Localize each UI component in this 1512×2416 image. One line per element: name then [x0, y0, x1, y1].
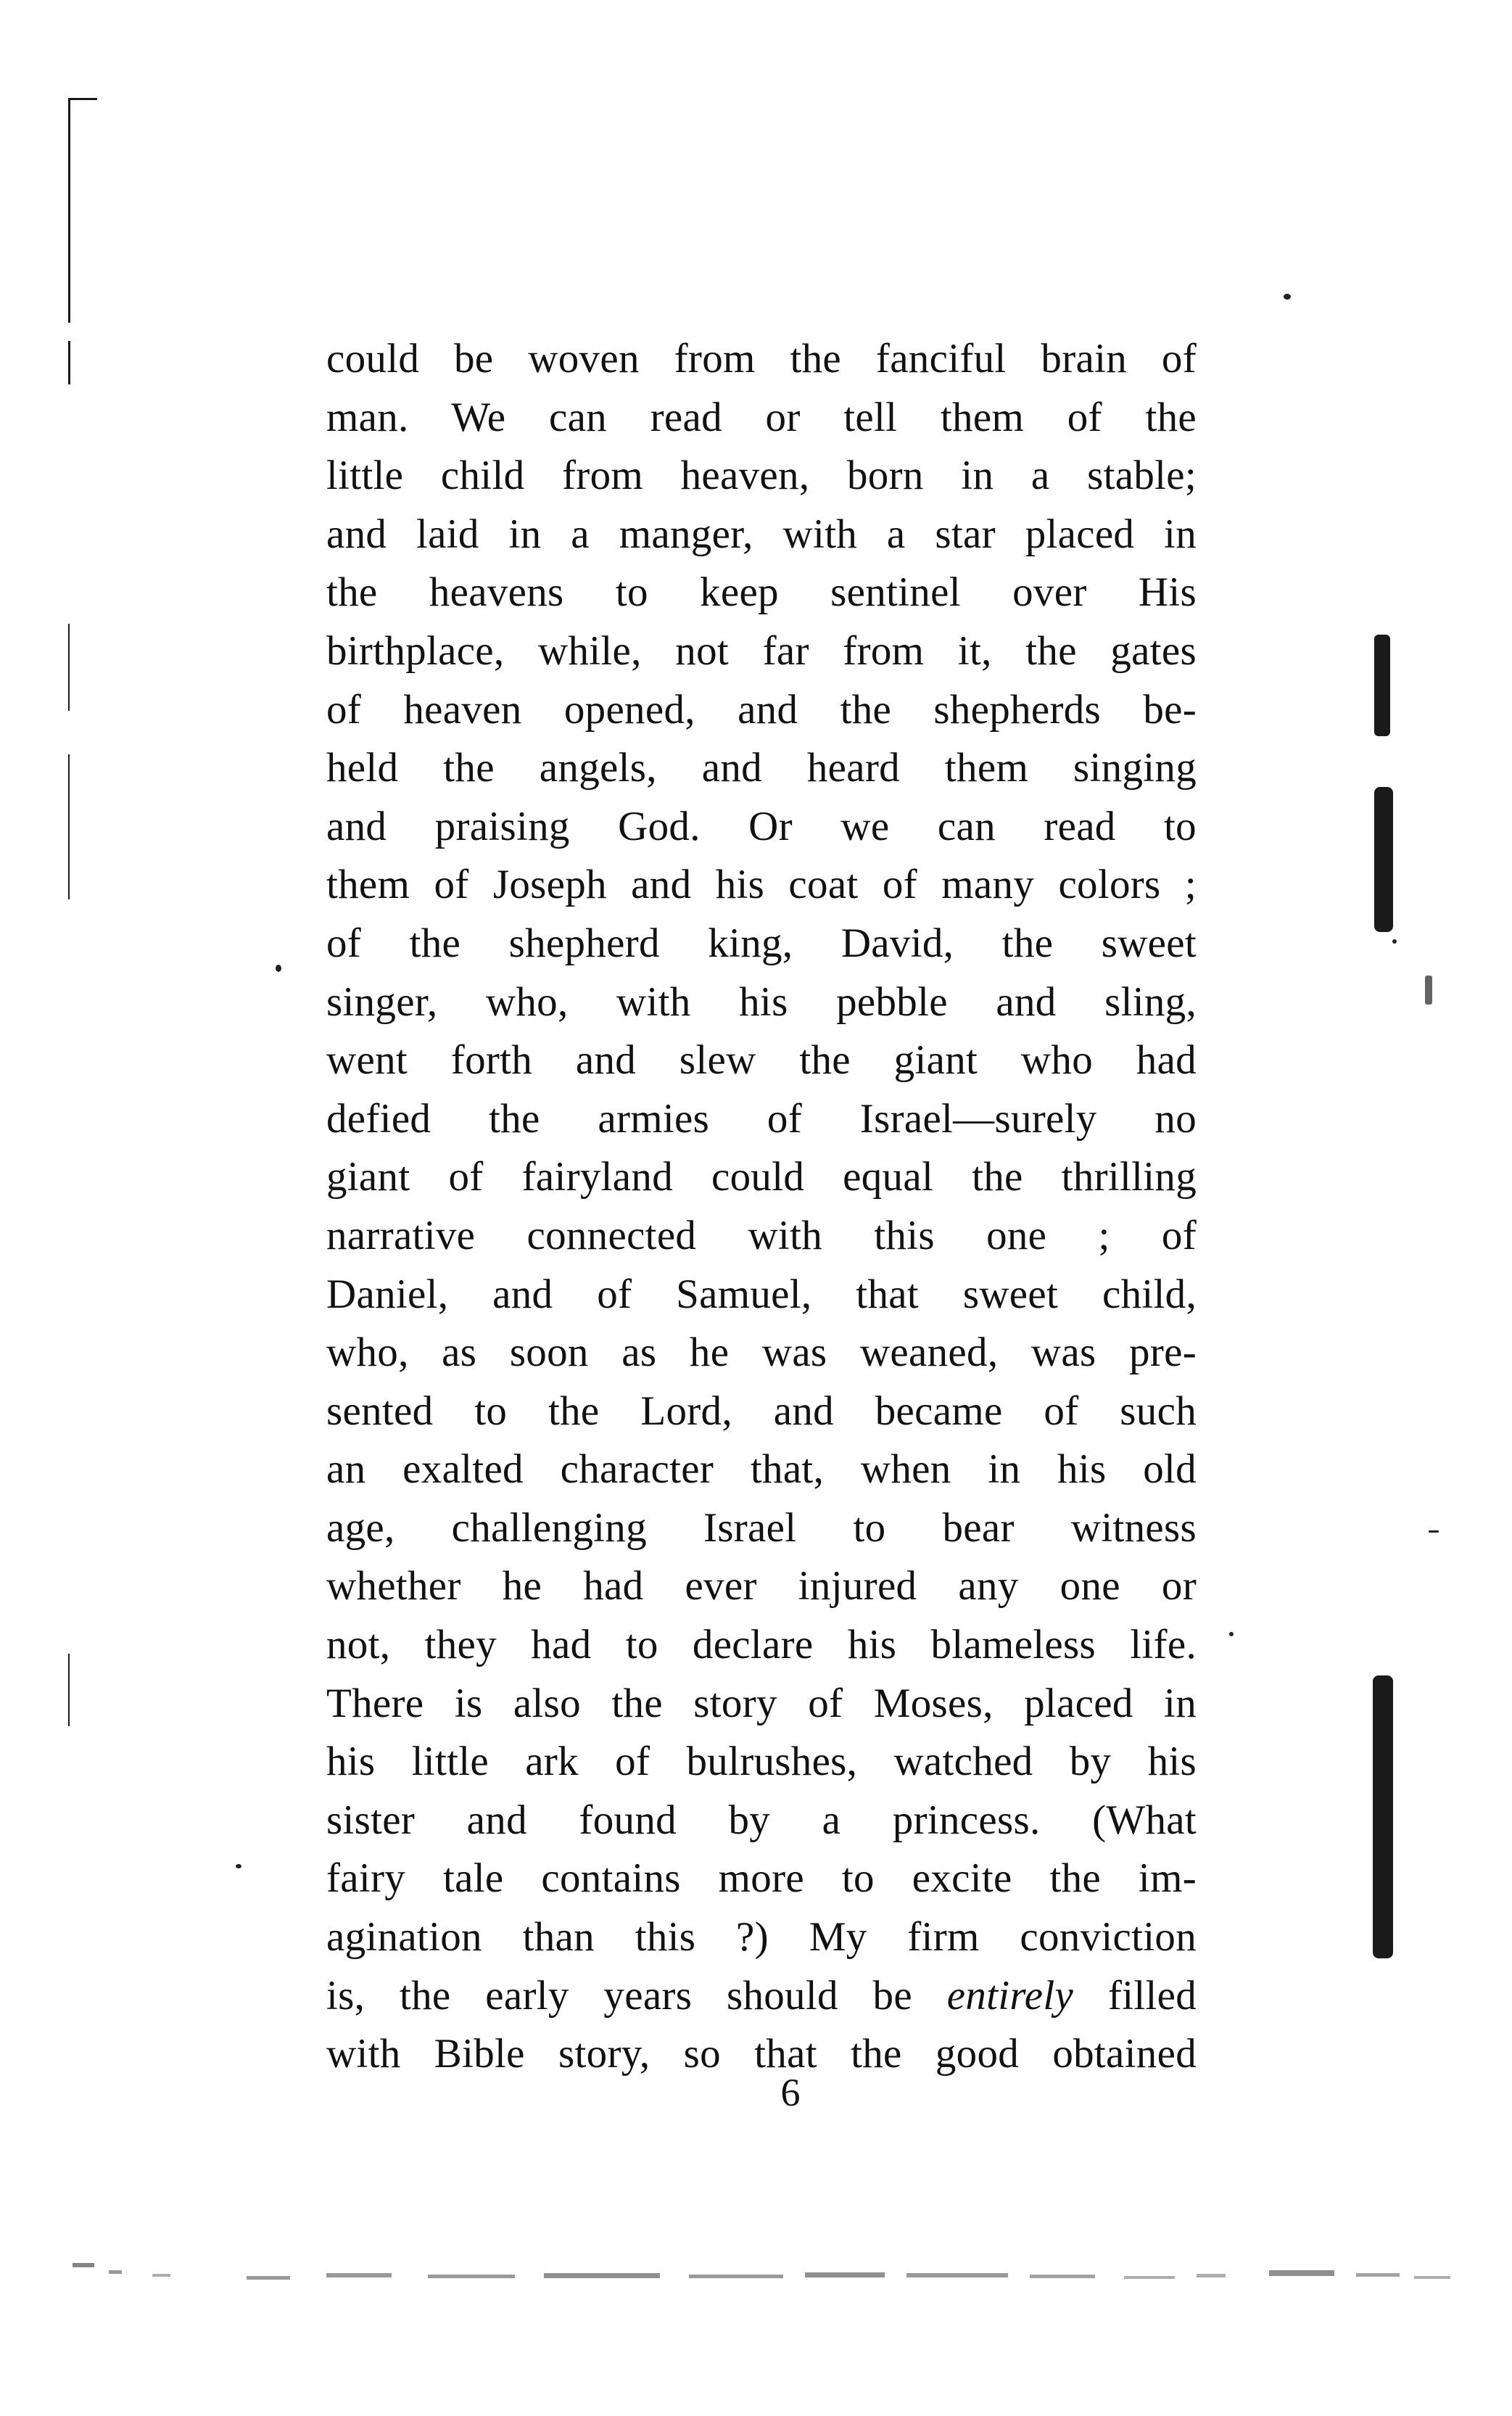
text-line: giant of fairyland could equal the thrilling — [326, 1154, 1197, 1200]
text-line: who, as soon as he was weaned, was pre- — [326, 1329, 1197, 1376]
italic-emphasis: entirely — [946, 1972, 1074, 2019]
text-line: the heavens to keep sentinel over His — [326, 569, 1197, 616]
left-margin-rule — [68, 98, 70, 323]
text-line: defied the armies of Israel—surely no — [326, 1095, 1197, 1142]
text-line: Daniel, and of Samuel, that sweet child, — [326, 1271, 1197, 1317]
text-line: whether he had ever injured any one or — [326, 1563, 1197, 1609]
page-number: 6 — [780, 2071, 801, 2114]
text-line: singer, who, with his pebble and sling, — [326, 978, 1197, 1025]
text-line: of the shepherd king, David, the sweet — [326, 920, 1197, 966]
text-line: age, challenging Israel to bear witness — [326, 1504, 1197, 1551]
text-line: sented to the Lord, and became of such — [326, 1388, 1197, 1434]
left-margin-rule-segment — [68, 341, 70, 384]
text-line: fairy tale contains more to excite the im- — [326, 1855, 1197, 1902]
scan-speck — [236, 1864, 241, 1868]
text-line: an exalted character that, when in his old — [326, 1446, 1197, 1493]
text-line: There is also the story of Moses, placed in — [326, 1680, 1197, 1726]
left-margin-rule-segment — [68, 624, 70, 711]
text-line: went forth and slew the giant who had — [326, 1037, 1197, 1084]
text-line: sister and found by a princess. (What — [326, 1797, 1197, 1843]
bottom-scan-noise — [65, 2248, 1487, 2299]
text-line: and praising God. Or we can read to — [326, 803, 1197, 849]
text-segment: is, the early years should be — [326, 1972, 912, 2019]
text-line: his little ark of bulrushes, watched by his — [326, 1739, 1197, 1785]
left-margin-rule-segment — [68, 1654, 70, 1726]
text-segment: filled — [1107, 1972, 1197, 2019]
text-line: not, they had to declare his blameless life. — [326, 1622, 1197, 1668]
scan-speck — [1425, 976, 1432, 1005]
top-corner-mark — [68, 98, 97, 100]
right-edge-ink-mark — [1374, 635, 1390, 736]
text-line — [326, 1967, 1197, 2026]
text-line: held the angels, and heard them singing — [326, 745, 1197, 791]
text-line: man. We can read or tell them of the — [326, 394, 1197, 440]
text-line: of heaven opened, and the shepherds be- — [326, 686, 1197, 733]
text-line: and laid in a manger, with a star placed in — [326, 511, 1197, 557]
scan-speck — [1392, 939, 1397, 944]
text-line: with Bible story, so that the good obtained — [326, 2031, 1197, 2077]
text-line: agination than this ?) My firm conviction — [326, 1914, 1197, 1961]
left-margin-rule-segment — [68, 754, 70, 899]
text-line: narrative connected with this one ; of — [326, 1212, 1197, 1258]
text-line: could be woven from the fanciful brain of — [326, 336, 1197, 382]
text-line: birthplace, while, not far from it, the gates — [326, 627, 1197, 674]
text-line: little child from heaven, born in a stable; — [326, 453, 1197, 499]
scan-speck — [1229, 1632, 1234, 1636]
right-edge-ink-mark — [1374, 787, 1393, 932]
scan-speck — [276, 965, 281, 972]
body-text — [326, 330, 1197, 2084]
scan-speck — [1429, 1530, 1439, 1533]
text-line: them of Joseph and his coat of many colors ; — [326, 862, 1197, 908]
scan-speck — [1284, 294, 1291, 300]
right-edge-ink-mark — [1373, 1675, 1393, 1958]
